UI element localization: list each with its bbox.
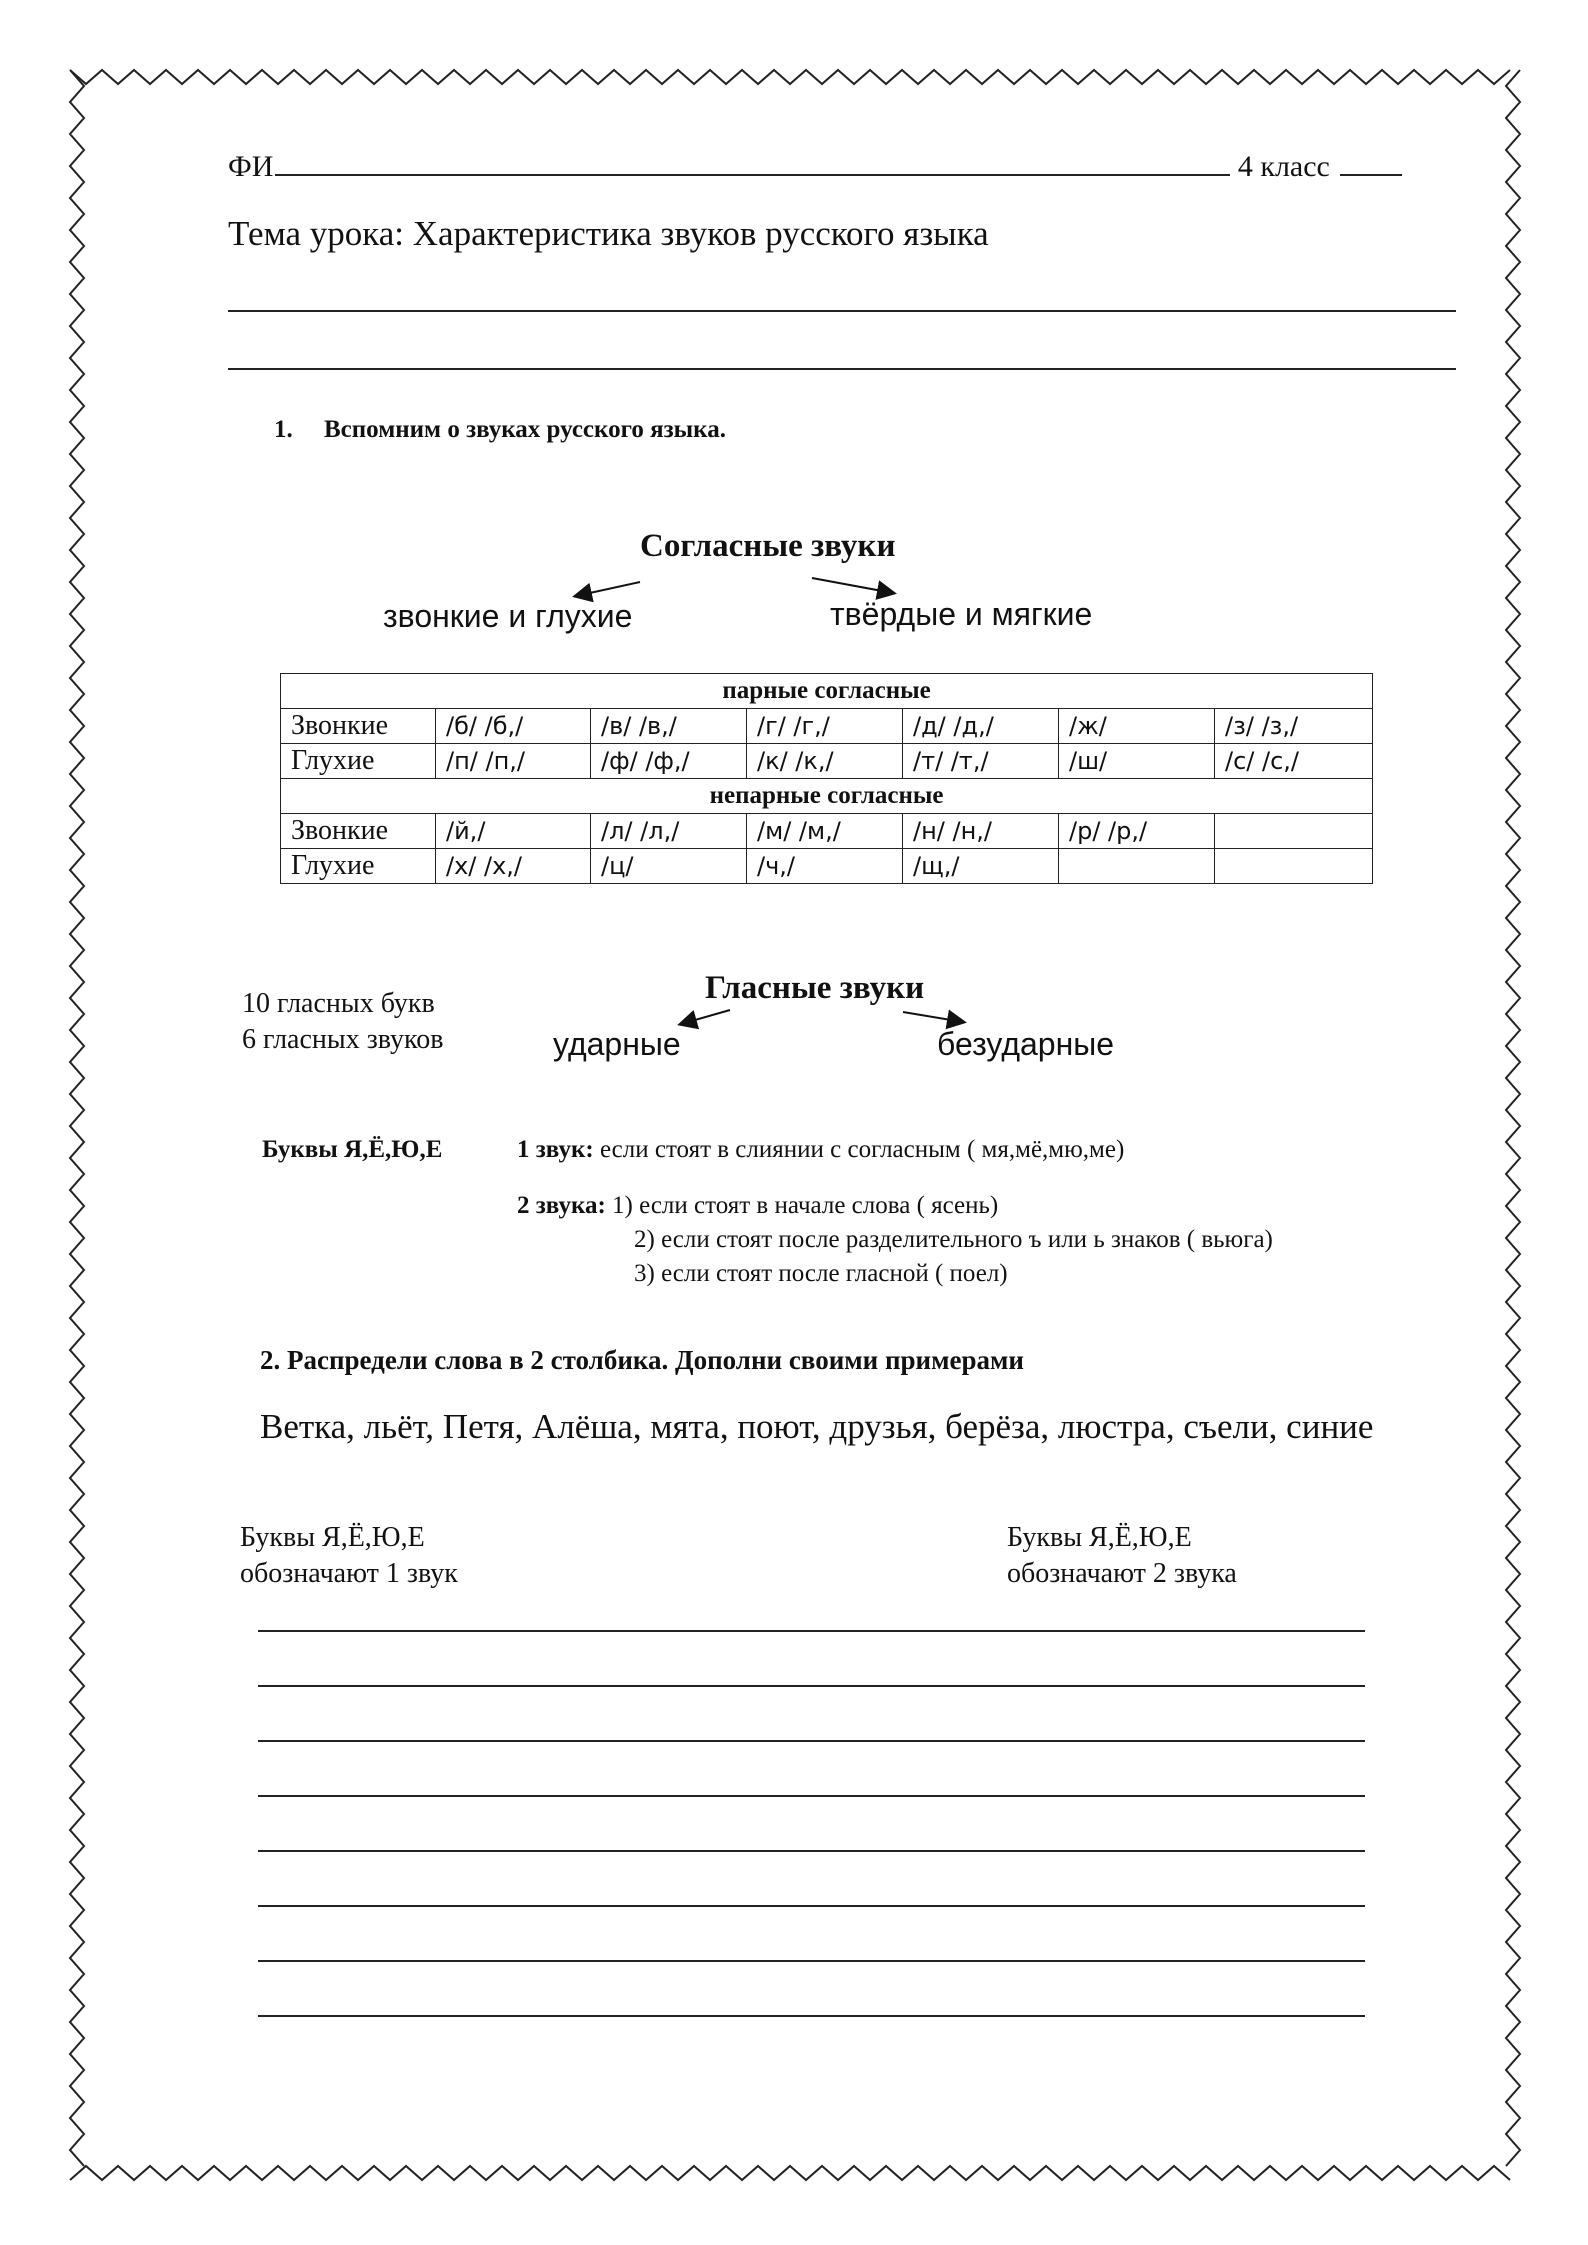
task2-heading: 2. Распредели слова в 2 столбика. Дополни своими примерами xyxy=(260,1345,1024,1375)
row-label: Глухие xyxy=(281,744,436,779)
table-cell: /л/ /л,/ xyxy=(591,814,747,849)
table-cell: /й,/ xyxy=(436,814,591,849)
vowels-heading: Гласные звуки xyxy=(705,970,925,1006)
rule-one-sound-text: если стоят в слиянии с согласным ( мя,мё,мю,ме) xyxy=(593,1136,1125,1163)
answer-line[interactable] xyxy=(258,1740,1365,1742)
table-cell: /к/ /к,/ xyxy=(747,744,903,779)
rule-two-sounds-item: 3) если стоят после гласной ( поел) xyxy=(634,1260,1008,1287)
table-cell: /п/ /п,/ xyxy=(436,744,591,779)
consonants-table xyxy=(280,673,1373,884)
rule-one-sound-label: 1 звук: xyxy=(517,1136,594,1163)
row-label: Звонкие xyxy=(281,814,436,849)
table-cell: /н/ /н,/ xyxy=(903,814,1059,849)
table-cell xyxy=(1215,814,1373,849)
name-field xyxy=(228,150,1402,184)
table-row xyxy=(281,814,1373,849)
arrow-right-icon xyxy=(812,578,893,593)
vowel-count-note xyxy=(242,986,443,1058)
grade-label: 4 класс xyxy=(1237,150,1330,183)
table-cell: /ж/ xyxy=(1059,709,1215,744)
zigzag-edge xyxy=(70,2166,1510,2180)
answer-line[interactable] xyxy=(258,1960,1365,1962)
zigzag-edge xyxy=(70,70,84,2166)
task1-heading xyxy=(274,416,726,444)
consonants-heading: Согласные звуки xyxy=(640,528,896,564)
answer-line[interactable] xyxy=(258,1685,1365,1687)
table-cell: /ф/ /ф,/ xyxy=(591,744,747,779)
paired-caption: парные согласные xyxy=(281,674,1373,709)
topic-answer-line xyxy=(228,310,1456,312)
unpaired-caption: непарные согласные xyxy=(281,779,1373,814)
rule-two-sounds-label: 2 звука: xyxy=(517,1192,606,1219)
table-cell: /д/ /д,/ xyxy=(903,709,1059,744)
arrow-left-icon xyxy=(681,1010,730,1024)
task1-number: 1. xyxy=(274,416,293,443)
row-label: Звонкие xyxy=(281,709,436,744)
table-cell: /щ,/ xyxy=(903,849,1059,884)
answer-line[interactable] xyxy=(258,1905,1365,1907)
vowel-sounds-count: 6 гласных звуков xyxy=(242,1024,444,1055)
arrow-left-icon xyxy=(576,582,640,596)
table-cell: /т/ /т,/ xyxy=(903,744,1059,779)
rule-two-sounds-item: 2) если стоят после разделительного ъ или ь знаков ( вьюга) xyxy=(634,1226,1273,1253)
answer-line[interactable] xyxy=(258,1850,1365,1852)
unstressed-label: безударные xyxy=(937,1026,1115,1062)
table-cell: /м/ /м,/ xyxy=(747,814,903,849)
answer-line[interactable] xyxy=(258,1630,1365,1632)
arrow-right-icon xyxy=(903,1012,963,1022)
table-caption-row xyxy=(281,674,1373,709)
table-cell: /з/ /з,/ xyxy=(1215,709,1373,744)
rule-two-sounds-item: 1) если стоят в начале слова ( ясень) xyxy=(605,1192,999,1219)
column-left-line: обозначают 1 звук xyxy=(240,1558,458,1589)
column-left-header xyxy=(240,1520,458,1592)
row-label: Глухие xyxy=(281,849,436,884)
name-label: ФИ xyxy=(228,150,274,183)
table-cell xyxy=(1059,849,1215,884)
column-right-header xyxy=(1007,1520,1237,1592)
word-list: Ветка, льёт, Петя, Алёша, мята, поют, друзья, берёза, люстра, съели, синие xyxy=(260,1407,1374,1446)
rule-two-sounds xyxy=(517,1192,998,1220)
table-row xyxy=(281,709,1373,744)
table-cell: /х/ /х,/ xyxy=(436,849,591,884)
task1-title: Вспомним о звуках русского языка. xyxy=(324,416,726,443)
table-cell: /б/ /б,/ xyxy=(436,709,591,744)
column-right-line: Буквы Я,Ё,Ю,Е xyxy=(1007,1522,1192,1553)
column-left-line: Буквы Я,Ё,Ю,Е xyxy=(240,1522,425,1553)
table-row xyxy=(281,744,1373,779)
vowel-letters-count: 10 гласных букв xyxy=(242,988,435,1019)
table-caption-row xyxy=(281,779,1373,814)
rule-one-sound xyxy=(517,1136,1124,1164)
table-cell: /р/ /р,/ xyxy=(1059,814,1215,849)
table-cell: /в/ /в,/ xyxy=(591,709,747,744)
answer-line[interactable] xyxy=(258,2015,1365,2017)
answer-line[interactable] xyxy=(258,1795,1365,1797)
table-cell: /ш/ xyxy=(1059,744,1215,779)
name-blank-line xyxy=(275,152,1230,176)
column-right-line: обозначают 2 звука xyxy=(1007,1558,1237,1589)
rules-label: Буквы Я,Ё,Ю,Е xyxy=(262,1136,443,1163)
grade-blank-line xyxy=(1340,152,1402,176)
table-cell: /ц/ xyxy=(591,849,747,884)
voiced-voiceless-label: звонкие и глухие xyxy=(383,598,633,634)
topic-answer-line xyxy=(228,368,1456,370)
table-cell: /г/ /г,/ xyxy=(747,709,903,744)
table-cell: /с/ /с,/ xyxy=(1215,744,1373,779)
lesson-topic: Тема урока: Характеристика звуков русского языка xyxy=(228,214,989,253)
zigzag-edge xyxy=(70,70,1510,84)
hard-soft-label: твёрдые и мягкие xyxy=(830,596,1093,632)
table-row xyxy=(281,849,1373,884)
table-cell xyxy=(1215,849,1373,884)
zigzag-edge xyxy=(1506,70,1520,2166)
table-cell: /ч,/ xyxy=(747,849,903,884)
stressed-label: ударные xyxy=(553,1026,681,1062)
